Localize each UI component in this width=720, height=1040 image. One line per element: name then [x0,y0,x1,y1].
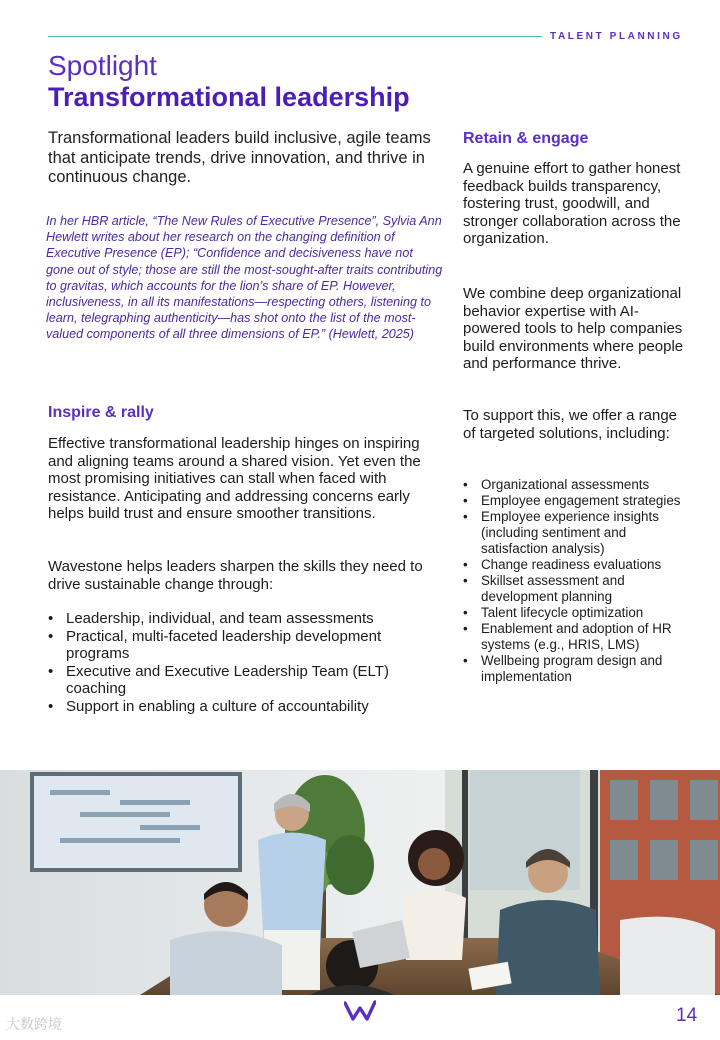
list-item: • Employee experience insights (including sentiment and satisfaction analysis) [463,509,685,557]
retain-heading: Retain & engage [463,130,589,147]
inspire-paragraph-1: Effective transformational leadership hinges on inspiring and aligning teams around a shared vision. Yet even the most promising initiatives can stall when faced with resistance. Anticipating and addressing concerns early helps build trust and ensure smoother transitions. [48,435,421,523]
page-number: 14 [676,1005,698,1026]
list-item: • Organizational assessments [463,477,685,493]
list-item: • Skillset assessment and development planning [463,573,685,605]
retain-list [463,477,685,685]
retain-paragraph-1: A genuine effort to gather honest feedback builds transparency, fostering trust, goodwill, and stronger collaboration across the organization. [463,160,681,248]
section-label: TALENT PLANNING [550,31,683,42]
inspire-list [48,610,438,716]
list-item: • Talent lifecycle optimization [463,605,685,621]
retain-paragraph-2: We combine deep organizational behavior expertise with AI-powered tools to help companies build environments where people and performance thrive. [463,285,684,373]
hbr-quote: In her HBR article, “The New Rules of Executive Presence”, Sylvia Ann Hewlett writes about her research on the changing definition of Executive Presence (EP); “Confidence and decisiveness have not gone out of style; those are still the most-sought-after traits contributing to gravitas, which accounts for the lion’s share of EP. However, inclusiveness, in all its manifestations—respecting others, listening to learn, telegraphing authenticity—has shot onto the list of the most-valued components of all three dimensions of EP.” (Hewlett, 2025) [46,214,443,342]
list-item: • Practical, multi-faceted leadership development programs [48,628,438,663]
team-meeting-photo [0,770,720,995]
inspire-paragraph-2: Wavestone helps leaders sharpen the skills they need to drive sustainable change through: [48,558,423,593]
list-item: • Enablement and adoption of HR systems (e.g., HRIS, LMS) [463,621,685,653]
list-item: • Leadership, individual, and team assessments [48,610,438,628]
list-item: • Wellbeing program design and implementation [463,653,685,685]
wavestone-logo-icon [344,1000,376,1022]
list-item: • Change readiness evaluations [463,557,685,573]
list-item: • Employee engagement strategies [463,493,685,509]
list-item: • Executive and Executive Leadership Team (ELT) coaching [48,663,438,698]
watermark: 大数跨境 [6,1016,62,1032]
intro-paragraph: Transformational leaders build inclusive, agile teams that anticipate trends, drive innovation, and thrive in continuous change. [48,129,431,186]
page-title: Transformational leadership [48,82,410,112]
inspire-heading: Inspire & rally [48,404,154,421]
page-title-kicker: Spotlight [48,50,157,81]
list-item: • Support in enabling a culture of accountability [48,698,438,716]
retain-paragraph-3: To support this, we offer a range of targeted solutions, including: [463,407,678,442]
header-rule [48,36,542,37]
